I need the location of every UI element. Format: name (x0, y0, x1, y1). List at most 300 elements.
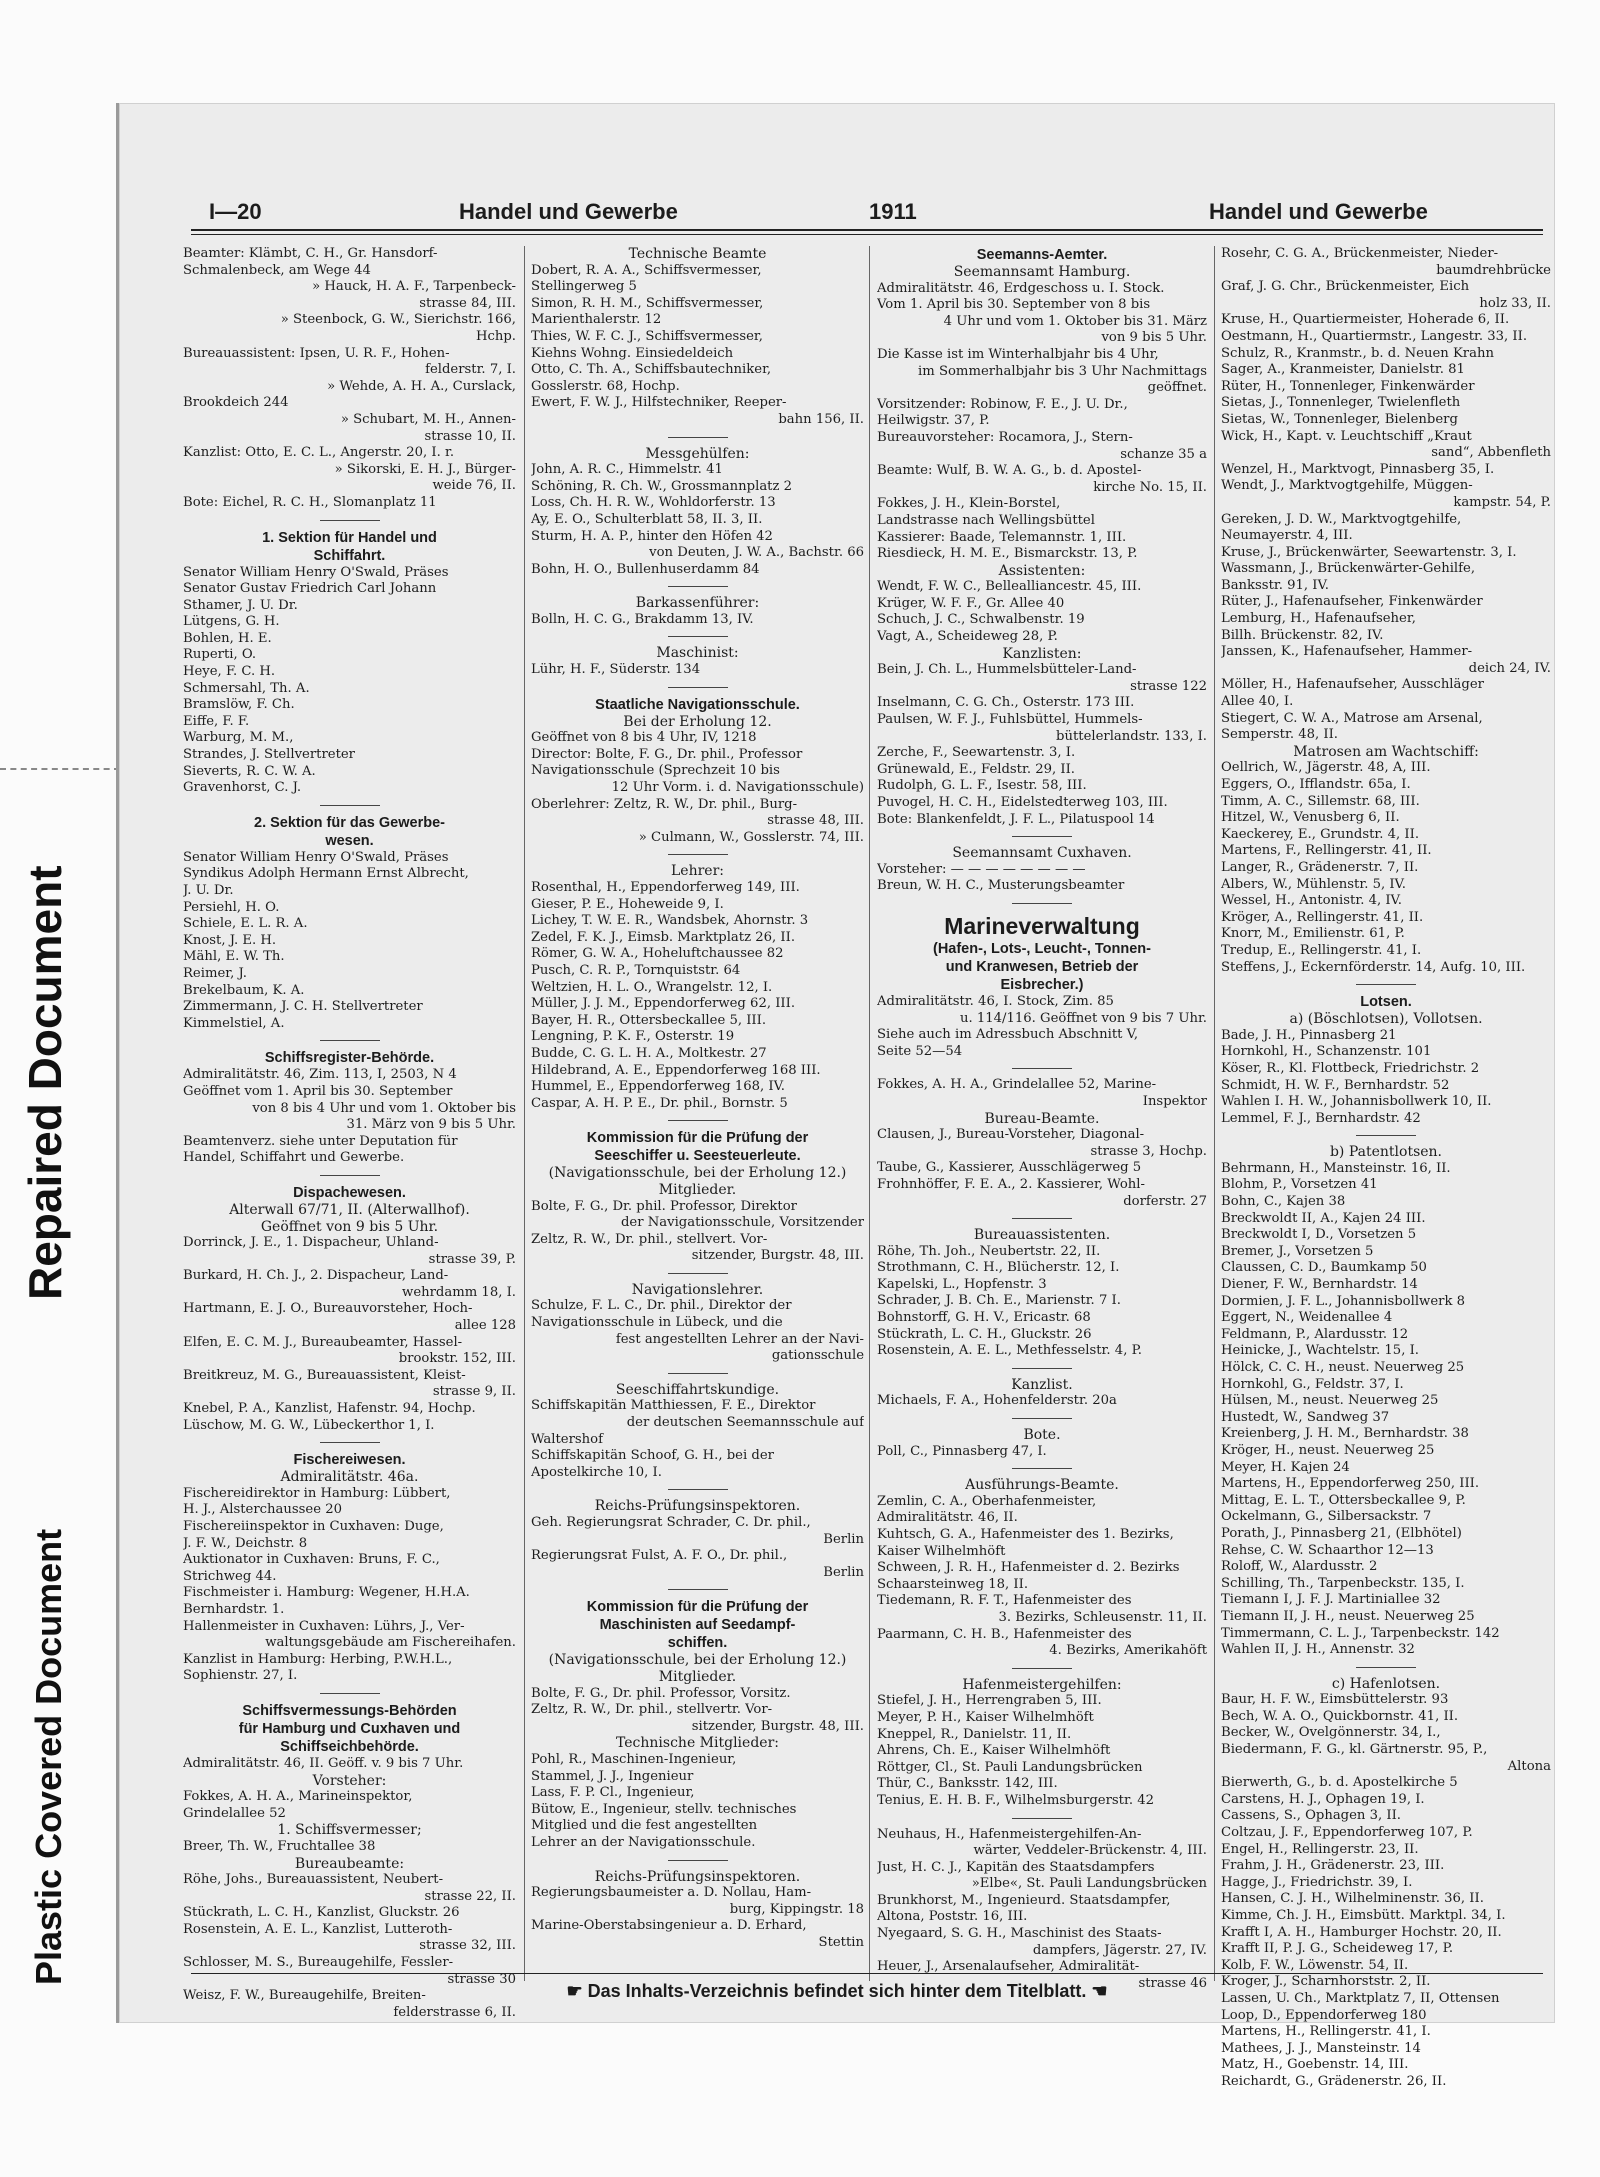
directory-entry: Pusch, C. R. P., Tornquiststr. 64 (531, 962, 741, 978)
directory-entry: Burkard, H. Ch. J., 2. Dispacheur, Land- (183, 1268, 449, 1284)
directory-entry: Diener, F. W., Bernhardstr. 14 (1221, 1277, 1418, 1293)
entry-continuation: Berlin (823, 1564, 864, 1580)
column-divider (524, 246, 525, 1981)
directory-entry: Elfen, E. C. M. J., Bureaubeamter, Hassel- (183, 1334, 463, 1350)
directory-entry: Lemburg, H., Hafenaufseher, (1221, 611, 1416, 627)
directory-entry: Brekelbaum, K. A. (183, 982, 305, 998)
directory-entry: Auktionator in Cuxhaven: Bruns, F. C., (183, 1552, 440, 1568)
directory-entry: Sieverts, R. C. W. A. (183, 763, 316, 779)
directory-entry: Grindelallee 52 (183, 1805, 286, 1821)
subheading: Matrosen am Wachtschiff: (1293, 743, 1479, 760)
section-heading: (Hafen-, Lots-, Leucht-, Tonnen- (932, 940, 1151, 957)
section-separator (320, 1693, 380, 1694)
entry-continuation: büttelerlandstr. 133, I. (1056, 728, 1207, 744)
subheading: Maschinist: (656, 645, 739, 662)
entry-continuation: » Schubart, M. H., Annen- (340, 411, 516, 427)
directory-entry: Bureauassistent: Ipsen, U. R. F., Hohen- (183, 345, 450, 361)
directory-entry: Langer, R., Grädenerstr. 7, II. (1221, 859, 1419, 875)
entry-continuation: kampstr. 54, P. (1453, 494, 1551, 510)
directory-entry: Tenius, E. H. B. F., Wilhelmsburgerstr. 42 (877, 1792, 1154, 1808)
directory-entry: Breitkreuz, M. G., Bureauassistent, Kleist- (183, 1367, 466, 1383)
directory-entry: Blohm, P., Vorsetzen 41 (1221, 1177, 1378, 1193)
subheading: Technische Mitglieder: (616, 1735, 779, 1752)
directory-entry: Coltzau, J. F., Eppendorferweg 107, P. (1221, 1825, 1473, 1841)
entry-continuation: fest angestellten Lehrer an der Navi- (615, 1331, 864, 1347)
column-divider (869, 246, 870, 1981)
entry-continuation: Hchp. (475, 328, 516, 344)
directory-entry: Admiralitätstr. 46, II. (877, 1510, 1018, 1526)
directory-entry: Knost, J. E. H. (183, 932, 277, 948)
directory-entry: Röttger, Cl., St. Pauli Landungsbrücken (877, 1759, 1143, 1775)
directory-entry: Director: Bolte, F. G., Dr. phil., Professor (531, 746, 803, 762)
footer-notice: ☛ Das Inhalts-Verzeichnis befindet sich hinter dem Titelblatt. ☚ (566, 1981, 1108, 2001)
entry-continuation: strasse 46 (1138, 1975, 1207, 1991)
directory-entry: Hansen, C. J. H., Wilhelminenstr. 36, II. (1221, 1891, 1484, 1907)
header-left-title: Handel und Gewerbe (459, 199, 678, 224)
directory-entry: Breer, Th. W., Fruchtallee 38 (183, 1838, 376, 1854)
section-separator (668, 1489, 728, 1490)
entry-continuation: holz 33, II. (1479, 295, 1551, 311)
directory-entry: Bremer, J., Vorsetzen 5 (1221, 1243, 1374, 1259)
directory-entry: Vorsitzender: Robinow, F. E., J. U. Dr., (877, 396, 1128, 412)
directory-entry: Otto, C. Th. A., Schiffsbautechniker, (531, 362, 772, 378)
directory-entry: Michaels, F. A., Hohenfelderstr. 20a (877, 1393, 1117, 1409)
subheading: Alterwall 67/71, II. (Alterwallhof). (229, 1201, 470, 1218)
directory-entry: Heye, F. C. H. (183, 664, 276, 680)
directory-entry: Schiffskapitän Matthiessen, F. E., Direktor (531, 1398, 816, 1414)
directory-entry: Ewert, F. W. J., Hilfstechniker, Reeper- (531, 395, 787, 411)
directory-entry: Hitzel, W., Venusberg 6, II. (1221, 810, 1400, 826)
directory-entry: Bolln, H. C. G., Brakdamm 13, IV. (531, 611, 754, 627)
entry-continuation: 4. Bezirks, Amerikahöft (1049, 1643, 1207, 1659)
directory-entry: Kröger, A., Rellingerstr. 41, II. (1221, 909, 1424, 925)
plastic-covered-document-label: Plastic Covered Document (28, 1528, 69, 1985)
subheading: b) Patentlotsen. (1329, 1144, 1443, 1161)
directory-entry: Neumayerstr. 4, III. (1221, 528, 1353, 544)
subheading: Lehrer: (671, 863, 724, 880)
entry-continuation: felderstr. 7, I. (425, 362, 516, 378)
directory-entry: Zeltz, R. W., Dr. phil., stellvert. Vor- (531, 1231, 768, 1247)
directory-entry: Schmersahl, Th. A. (183, 680, 310, 696)
entry-continuation: bahn 156, II. (778, 411, 864, 427)
directory-entry: Vorsteher: — — — — — — — — (877, 861, 1086, 877)
directory-entry: Wick, H., Kapt. v. Leuchtschiff „Kraut (1221, 428, 1472, 444)
entry-continuation: baumdrehbrücke (1436, 262, 1551, 278)
section-separator (1012, 1218, 1072, 1219)
directory-entry: Kroger, J., Scharnhorststr. 2, II. (1221, 1974, 1431, 1990)
directory-entry: Kolb, F. W., Löwenstr. 54, II. (1221, 1957, 1409, 1973)
section-separator (1012, 1418, 1072, 1419)
section-heading: Schiffsregister-Behörde. (264, 1050, 435, 1067)
directory-entry: Krafft II, P. J. G., Scheideweg 17, P. (1221, 1941, 1454, 1957)
directory-entry: Sturm, H. A. P., hinter den Höfen 42 (531, 528, 773, 544)
directory-entry: Kneppel, R., Danielstr. 11, II. (877, 1726, 1072, 1742)
section-heading: Eisbrecher.) (1000, 976, 1084, 993)
entry-continuation: strasse 9, II. (432, 1384, 516, 1400)
entry-continuation: dorferstr. 27 (1123, 1193, 1207, 1209)
directory-entry: Kassierer: Baade, Telemannstr. 1, III. (877, 529, 1127, 545)
directory-entry: Schiffskapitän Schoof, G. H., bei der (531, 1448, 774, 1464)
directory-entry: Admiralitätstr. 46, Erdgeschoss u. I. Stock. (877, 280, 1165, 296)
section-heading: wesen. (325, 832, 374, 849)
directory-entry: Hildebrand, A. E., Eppendorferweg 168 III. (531, 1062, 821, 1078)
directory-entry: Kanzlist in Hamburg: Herbing, P.W.H.L., (183, 1651, 453, 1667)
directory-entry: Hartmann, E. J. O., Bureauvorsteher, Hoch- (183, 1301, 473, 1317)
directory-entry: Schaarsteinweg 18, II. (877, 1576, 1029, 1592)
directory-entry: Strichweg 44. (183, 1568, 277, 1584)
directory-entry: Strothmann, C. H., Blücherstr. 12, I. (877, 1260, 1120, 1276)
section-title: Marineverwaltung (944, 912, 1140, 939)
directory-entry: Kimme, Ch. J. H., Eimsbütt. Marktpl. 34, I. (1221, 1908, 1506, 1923)
directory-entry: Janssen, K., Hafenaufseher, Hammer- (1221, 644, 1473, 660)
directory-entry: Kanzlist: Otto, E. C. L., Angerstr. 20, I. r. (183, 445, 455, 461)
directory-entry: Zimmermann, J. C. H. Stellvertreter (183, 999, 423, 1015)
directory-entry: Schmidt, H. W. F., Bernhardstr. 52 (1221, 1077, 1450, 1093)
directory-entry: Vom 1. April bis 30. September von 8 bis (877, 297, 1151, 313)
header-year: 1911 (869, 199, 917, 224)
directory-entry: Ay, E. O., Schulterblatt 58, II. 3, II. (531, 511, 763, 527)
entry-continuation: u. 114/116. Geöffnet von 9 bis 7 Uhr. (960, 1010, 1207, 1026)
directory-entry: Mitglied und die fest angestellten (531, 1818, 758, 1834)
section-heading: Kommission für die Prüfung der (586, 1599, 809, 1616)
section-separator (1356, 1135, 1416, 1136)
directory-entry: Claussen, C. D., Baumkamp 50 (1221, 1260, 1427, 1276)
entry-continuation: 12 Uhr Vorm. i. d. Navigationsschule) (611, 780, 864, 796)
directory-entry: Marienthalerstr. 12 (531, 312, 662, 328)
entry-continuation: weide 76, II. (432, 478, 516, 494)
directory-entry: Martens, H., Eppendorferweg 250, III. (1221, 1476, 1480, 1492)
directory-entry: Bayer, H. R., Ottersbeckallee 5, III. (531, 1012, 767, 1028)
directory-entry: Hagge, J., Friedrichstr. 39, I. (1221, 1874, 1413, 1890)
directory-entry: Lüschow, M. G. W., Lübeckerthor 1, I. (183, 1417, 435, 1433)
footer-rule (191, 1973, 1543, 1974)
directory-entry: Bernhardstr. 1. (183, 1601, 285, 1617)
directory-entry: John, A. R. C., Himmelstr. 41 (531, 462, 723, 478)
directory-entry: Sophienstr. 27, I. (183, 1668, 298, 1684)
directory-entry: Bein, J. Ch. L., Hummelsbütteler-Land- (877, 662, 1137, 678)
entry-continuation: strasse 30 (447, 1971, 516, 1987)
section-separator (1012, 1818, 1072, 1819)
subheading: Bureau-Beamte. (984, 1110, 1100, 1127)
directory-entry: Senator William Henry O'Swald, Präses (183, 564, 449, 580)
subheading: Kanzlisten: (1002, 645, 1082, 662)
header-rule-thin (191, 234, 1543, 235)
directory-entry: Möller, H., Hafenaufseher, Ausschläger (1221, 677, 1484, 693)
directory-entry: Breckwoldt II, A., Kajen 24 III. (1221, 1210, 1426, 1226)
directory-entry: Loop, D., Eppendorferweg 180 (1221, 2007, 1427, 2023)
subheading: Technische Beamte (628, 246, 767, 262)
directory-entry: Bolte, F. G., Dr. phil. Professor, Direktor (531, 1198, 797, 1214)
subheading: Mitglieder. (658, 1668, 737, 1685)
directory-entry: Persiehl, H. O. (183, 899, 280, 915)
directory-entry: Caspar, A. H. P. E., Dr. phil., Bornstr. 5 (531, 1095, 788, 1111)
subheading: Messgehülfen: (645, 445, 750, 462)
directory-entry: Martens, F., Rellingerstr. 41, II. (1221, 843, 1432, 859)
section-separator (668, 1373, 728, 1374)
entry-continuation: » Sikorski, E. H. J., Bürger- (334, 461, 516, 477)
section-separator (1012, 836, 1072, 837)
directory-entry: Martens, H., Rellingerstr. 41, I. (1221, 2024, 1431, 2040)
directory-entry: Stiegert, C. W. A., Matrose am Arsenal, (1221, 710, 1483, 726)
section-separator (320, 1175, 380, 1176)
directory-entry: Hornkohl, G., Feldstr. 37, I. (1221, 1376, 1404, 1392)
directory-entry: Reimer, J. (183, 965, 247, 981)
section-separator (1356, 1667, 1416, 1668)
section-separator (1012, 1668, 1072, 1669)
directory-entry: Bohnstorff, G. H. V., Ericastr. 68 (877, 1310, 1091, 1326)
directory-entry: Bohn, C., Kajen 38 (1221, 1194, 1346, 1210)
newspaper-page (116, 103, 1555, 2089)
directory-entry: Admiralitätstr. 46, Zim. 113, I, 2503, N 4 (183, 1067, 457, 1083)
subheading: c) Hafenlotsen. (1331, 1675, 1441, 1692)
entry-continuation: strasse 22, II. (424, 1888, 516, 1904)
directory-entry: Eiffe, F. F. (183, 713, 250, 729)
directory-entry: Mähl, E. W. Th. (183, 949, 285, 965)
directory-entry: Schiele, E. L. R. A. (183, 916, 308, 932)
directory-entry: Müller, J. J. M., Eppendorferweg 62, III. (531, 996, 796, 1012)
directory-entry: Cassens, S., Ophagen 3, II. (1221, 1808, 1402, 1824)
directory-entry: Geöffnet vom 1. April bis 30. September (183, 1083, 453, 1099)
subheading: Hafenmeistergehilfen: (962, 1676, 1122, 1693)
directory-entry: Meyer, P. H., Kaiser Wilhelmhöft (877, 1709, 1094, 1725)
directory-entry: Schulze, F. L. C., Dr. phil., Direktor der (531, 1298, 792, 1314)
entry-continuation: sand“, Abbenfleth (1431, 445, 1551, 461)
entry-continuation: » Culmann, W., Gosslerstr. 74, III. (638, 829, 864, 845)
directory-entry: Breun, W. H. C., Musterungsbeamter (877, 878, 1125, 894)
section-heading: Staatliche Navigationsschule. (595, 696, 800, 713)
subheading: Reichs-Prüfungsinspektoren. (594, 1868, 801, 1885)
directory-entry: Lichey, T. W. E. R., Wandsbek, Ahornstr. 3 (531, 913, 809, 929)
subheading: Bureaubeamte: (294, 1855, 405, 1872)
directory-entry: Stiefel, J. H., Herrengraben 5, III. (877, 1693, 1102, 1709)
directory-entry: Thies, W. F. C. J., Schiffsvermesser, (531, 328, 763, 344)
directory-entry: Puvogel, H. C. H., Eidelstedterweg 103, III. (877, 795, 1168, 810)
directory-entry: Tredup, E., Rellingerstr. 41, I. (1221, 942, 1422, 958)
directory-entry: Regierungsbaumeister a. D. Nollau, Ham- (531, 1885, 812, 1901)
directory-entry: Inselmann, C. G. Ch., Osterstr. 173 III. (877, 695, 1135, 711)
subheading: Bote. (1023, 1427, 1061, 1444)
subheading: Seeschiffahrtskundige. (615, 1381, 780, 1398)
subheading: 1. Schiffsvermesser; (277, 1822, 422, 1839)
section-separator (320, 520, 380, 521)
directory-entry: Hustedt, W., Sandweg 37 (1221, 1409, 1390, 1425)
directory-entry: Kimmelstiel, A. (183, 1015, 285, 1031)
subheading: Assistenten: (998, 562, 1086, 579)
section-heading: Schiffseichbehörde. (280, 1738, 419, 1755)
directory-entry: Lassen, U. Ch., Marktplatz 7, II, Ottensen (1221, 1990, 1500, 2006)
directory-entry: Fischereidirektor in Hamburg: Lübbert, (183, 1485, 451, 1501)
directory-entry: Kiehns Wohng. Einsiedeldeich (531, 345, 734, 361)
directory-entry: Oellrich, W., Jägerstr. 48, A, III. (1221, 760, 1431, 776)
directory-entry: Oberlehrer: Zeltz, R. W., Dr. phil., Burg- (531, 796, 798, 812)
directory-entry: Behrmann, H., Mansteinstr. 16, II. (1221, 1160, 1451, 1176)
directory-entry: Fokkes, J. H., Klein-Borstel, (877, 496, 1061, 512)
section-separator (320, 805, 380, 806)
directory-entry: Fokkes, A. H. A., Grindelallee 52, Marine- (877, 1077, 1157, 1093)
directory-entry: Just, H. C. J., Kapitän des Staatsdampfers (877, 1859, 1155, 1875)
directory-entry: Bote: Blankenfeldt, J. F. L., Pilatuspool 14 (877, 811, 1155, 827)
directory-entry: Sthamer, J. U. Dr. (183, 597, 298, 613)
directory-entry: Hülsen, M., neust. Neuerweg 25 (1221, 1393, 1439, 1409)
directory-entry: Gravenhorst, C. J. (183, 780, 302, 796)
directory-entry: Heuer, J., Arsenalaufseher, Admiralität- (877, 1959, 1140, 1975)
directory-entry: Rosenstein, A. E. L., Methfesselstr. 4, P. (877, 1343, 1142, 1359)
directory-entry: Reichardt, G., Grädenerstr. 26, II. (1221, 2073, 1447, 2089)
directory-entry: Die Kasse ist im Winterhalbjahr bis 4 Uhr, (877, 346, 1159, 362)
directory-entry: Altona, Poststr. 16, III. (877, 1909, 1028, 1925)
section-heading: Kommission für die Prüfung der (586, 1130, 809, 1147)
directory-entry: Zedel, F. K. J., Eimsb. Marktplatz 26, II. (531, 929, 796, 945)
directory-entry: Kaiser Wilhelmhöft (877, 1543, 1006, 1559)
section-separator (668, 854, 728, 855)
header-right-title: Handel und Gewerbe (1209, 199, 1428, 224)
directory-entry: Clausen, J., Bureau-Vorsteher, Diagonal- (877, 1127, 1145, 1143)
section-separator (668, 1860, 728, 1861)
directory-entry: Engel, H., Rellingerstr. 23, II. (1221, 1841, 1419, 1857)
directory-entry: Schween, J. R. H., Hafenmeister d. 2. Bezirks (877, 1560, 1180, 1576)
directory-entry: Kapelski, L., Hopfenstr. 3 (877, 1276, 1047, 1292)
section-separator (668, 636, 728, 637)
directory-entry: Poll, C., Pinnasberg 47, I. (877, 1443, 1047, 1459)
subheading: Geöffnet von 9 bis 5 Uhr. (260, 1218, 439, 1235)
directory-entry: Bech, W. A. O., Quickbornstr. 41, II. (1221, 1708, 1459, 1724)
section-heading: und Kranwesen, Betrieb der (945, 958, 1139, 975)
section-heading: Schiffsvermessungs-Behörden (242, 1702, 457, 1719)
directory-entry: Rüter, H., Tonnenleger, Finkenwärder (1221, 378, 1475, 394)
directory-entry: Mittag, E. L. T., Ottersbeckallee 9, P. (1221, 1492, 1466, 1508)
section-heading: für Hamburg und Cuxhaven und (238, 1720, 461, 1737)
directory-entry: Rehse, C. W. Schaarthor 12—13 (1221, 1542, 1434, 1558)
directory-entry: Sietas, W., Tonnenleger, Bielenberg (1221, 411, 1458, 427)
entry-continuation: 3. Bezirks, Schleusenstr. 11, II. (998, 1609, 1207, 1625)
header-rule (191, 229, 1543, 231)
subheading: Kanzlist. (1011, 1376, 1073, 1393)
directory-entry: Thür, C., Banksstr. 142, III. (877, 1776, 1058, 1792)
directory-entry: Rosenthal, H., Eppendorferweg 149, III. (531, 880, 800, 895)
directory-entry: Grünewald, E., Feldstr. 29, II. (877, 761, 1075, 777)
directory-entry: Lühr, H. F., Süderstr. 134 (531, 662, 701, 678)
directory-entry: Schlosser, M. S., Bureaugehilfe, Fessler- (183, 1955, 454, 1971)
entry-continuation: schanze 35 a (1120, 446, 1207, 462)
section-separator (320, 1040, 380, 1041)
page-number: I—20 (209, 199, 262, 224)
section-heading: Dispachewesen. (293, 1184, 406, 1201)
directory-entry: Sager, A., Kranmeister, Danielstr. 81 (1221, 362, 1465, 378)
directory-entry: Waltershof (531, 1431, 603, 1447)
directory-entry: Apostelkirche 10, I. (531, 1464, 662, 1480)
section-separator (668, 586, 728, 587)
section-heading: Fischereiwesen. (293, 1452, 406, 1469)
directory-entry: Kröger, H., neust. Neuerweg 25 (1221, 1442, 1435, 1458)
directory-entry: Gereken, J. D. W., Marktvogtgehilfe, (1221, 511, 1462, 527)
directory-entry: Oestmann, H., Quartiermstr., Langestr. 33, II. (1221, 328, 1528, 344)
directory-entry: Meyer, H. Kajen 24 (1221, 1459, 1350, 1475)
directory-entry: Banksstr. 91, IV. (1221, 577, 1329, 593)
directory-entry: Krüger, W. F. F., Gr. Allee 40 (877, 595, 1065, 611)
section-separator (668, 437, 728, 438)
directory-entry: Hornkohl, H., Schanzenstr. 101 (1221, 1044, 1432, 1060)
directory-entry: Röhe, Th. Joh., Neubertstr. 22, II. (877, 1243, 1101, 1259)
directory-entry: Dormien, J. F. L., Johannisbollwerk 8 (1221, 1293, 1466, 1309)
directory-entry: Schilling, Th., Tarpenbeckstr. 135, I. (1221, 1575, 1465, 1591)
directory-entry: Zerche, F., Seewartenstr. 3, I. (877, 745, 1076, 761)
section-heading: Maschinisten auf Seedampf- (599, 1617, 796, 1634)
directory-entry: Kruse, J., Brückenwärter, Seewartenstr. 3, I. (1221, 544, 1517, 560)
directory-entry: Breckwoldt I, D., Vorsetzen 5 (1221, 1227, 1417, 1243)
subheading: Barkassenführer: (635, 595, 760, 612)
subheading: Admiralitätstr. 46a. (280, 1469, 419, 1486)
column-4 (1221, 246, 1551, 2091)
directory-entry: Eggert, N., Weidenallee 4 (1221, 1310, 1393, 1326)
directory-entry: Knebel, P. A., Kanzlist, Hafenstr. 94, Hochp. (183, 1401, 476, 1417)
column-1 (183, 246, 516, 2021)
directory-entry: Kuhtsch, G. A., Hafenmeister des 1. Bezirks, (877, 1527, 1174, 1542)
directory-entry: Albers, W., Mühlenstr. 5, IV. (1221, 876, 1406, 892)
directory-entry: Geh. Regierungsrat Schrader, C. Dr. phil., (531, 1515, 811, 1530)
directory-entry: Tiedemann, R. F. T., Hafenmeister des (877, 1593, 1132, 1609)
directory-entry: Strandes, J. Stellvertreter (183, 747, 355, 763)
column-divider (1214, 246, 1215, 1981)
directory-entry: Matz, H., Goebenstr. 14, III. (1221, 2057, 1409, 2073)
directory-entry: Geöffnet von 8 bis 4 Uhr, IV, 1218 (531, 730, 757, 746)
section-heading: schiffen. (667, 1635, 728, 1652)
entry-continuation: strasse 122 (1130, 678, 1207, 694)
entry-continuation: dampfers, Jägerstr. 27, IV. (1032, 1942, 1207, 1958)
entry-continuation: gationsschule (771, 1348, 864, 1364)
entry-continuation: Berlin (823, 1531, 864, 1547)
entry-continuation: Inspektor (1142, 1093, 1207, 1109)
entry-continuation: » Wehde, A. H. A., Curslack, (327, 378, 516, 394)
directory-entry: Bohn, H. O., Bullenhuserdamm 84 (531, 561, 760, 577)
directory-entry: Sietas, J., Tonnenleger, Twielenfleth (1221, 395, 1461, 411)
section-separator (1012, 903, 1072, 904)
entry-continuation: wärter, Veddeler-Brückenstr. 4, III. (973, 1843, 1207, 1859)
entry-continuation: brookstr. 152, III. (398, 1351, 516, 1367)
section-separator (1012, 1368, 1072, 1369)
section-heading: Lotsen. (1360, 994, 1412, 1011)
directory-entry: Lemmel, F. J., Bernhardstr. 42 (1221, 1110, 1421, 1126)
directory-entry: Frohnhöffer, F. E. A., 2. Kassierer, Wohl- (877, 1176, 1145, 1192)
directory-entry: Nyegaard, S. G. H., Maschinist des Staats- (877, 1926, 1162, 1942)
directory-entry: Siehe auch im Adressbuch Abschnitt V, (877, 1027, 1139, 1043)
subheading: (Navigationsschule, bei der Erholung 12.) (548, 1652, 847, 1669)
subheading: Reichs-Prüfungsinspektoren. (594, 1498, 801, 1515)
directory-entry: Semperstr. 48, II. (1221, 727, 1338, 743)
directory-entry: Ahrens, Ch. E., Kaiser Wilhelmhöft (877, 1743, 1111, 1759)
directory-entry: Neuhaus, H., Hafenmeistergehilfen-An- (877, 1826, 1142, 1842)
directory-entry: Lütgens, G. H. (183, 614, 280, 630)
directory-entry: Allee 40, I. (1221, 694, 1294, 710)
directory-entry: Ockelmann, G., Silbersackstr. 7 (1221, 1509, 1432, 1525)
entry-continuation: strasse 39, P. (428, 1251, 516, 1267)
directory-entry: Kaeckerey, E., Grundstr. 4, II. (1221, 826, 1420, 842)
entry-continuation: von Deuten, J. W. A., Bachstr. 66 (649, 545, 864, 561)
directory-entry: Rudolph, G. L. F., Isestr. 58, III. (877, 778, 1087, 794)
directory-entry: Bierwerth, G., b. d. Apostelkirche 5 (1221, 1775, 1458, 1791)
entry-continuation: burg, Kippingstr. 18 (729, 1901, 864, 1917)
directory-entry: Timm, A. C., Sillemstr. 68, III. (1221, 793, 1420, 809)
directory-entry: Fischereiinspektor in Cuxhaven: Duge, (183, 1519, 444, 1534)
directory-entry: Tiemann II, J. H., neust. Neuerweg 25 (1221, 1608, 1475, 1624)
directory-entry: Weltzien, H. L. O., Wrangelstr. 12, I. (531, 979, 773, 995)
entry-continuation: deich 24, IV. (1468, 660, 1551, 676)
directory-entry: Handel, Schiffahrt und Gewerbe. (183, 1150, 405, 1166)
directory-entry: Steffens, J., Eckernförderstr. 14, Aufg. 10, III. (1221, 959, 1526, 975)
entry-continuation: 4 Uhr und vom 1. Oktober bis 31. März (943, 313, 1207, 329)
directory-entry: Dorrinck, J. E., 1. Dispacheur, Uhland- (183, 1235, 439, 1251)
directory-entry: Knorr, M., Emilienstr. 61, P. (1221, 926, 1405, 942)
directory-entry: Gieser, P. E., Hoheweide 9, I. (531, 896, 724, 912)
